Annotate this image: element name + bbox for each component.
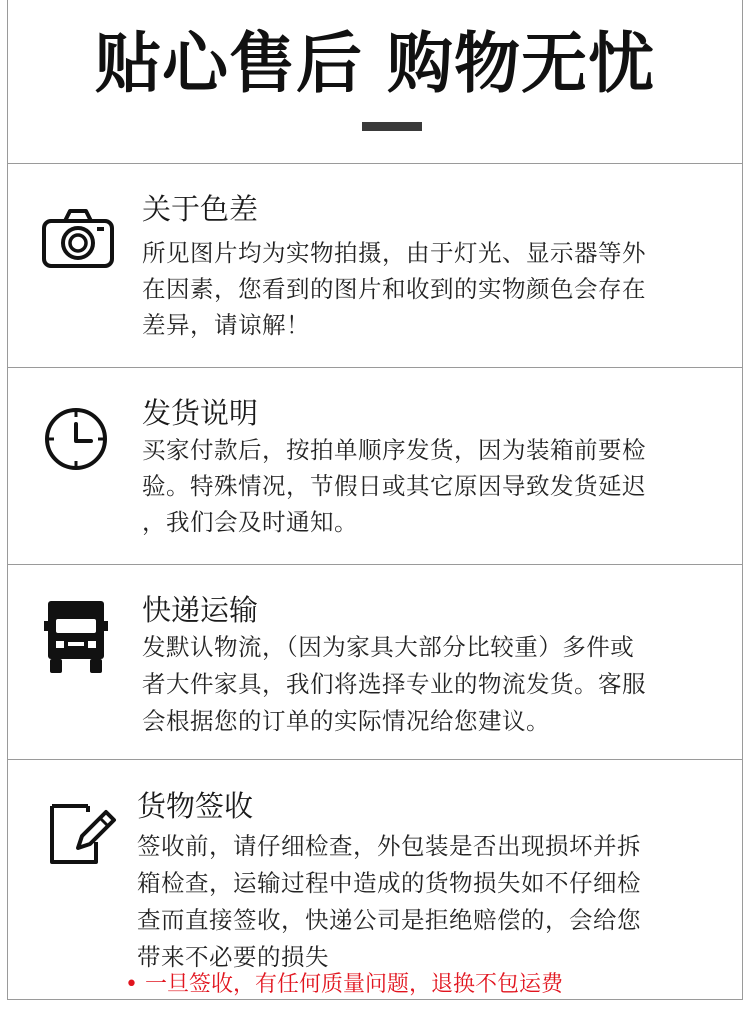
- section-text-line: 发默认物流，（因为家具大部分比较重）多件或: [142, 633, 635, 661]
- section-delivery: [8, 565, 742, 760]
- section-text-line: 在因素，您看到的图片和收到的实物颜色会存在: [142, 275, 646, 303]
- section-text-line: 查而直接签收，快递公司是拒绝赔偿的，会给您: [137, 906, 641, 934]
- section-title: 关于色差: [142, 192, 259, 226]
- clock-icon: [43, 406, 109, 476]
- section-text-line: ，我们会及时通知。: [142, 508, 358, 536]
- header: [8, 0, 742, 164]
- section-text-line: 买家付款后，按拍单顺序发货，因为装箱前要检: [142, 436, 646, 464]
- section-text-line: 所见图片均为实物拍摄，由于灯光、显示器等外: [142, 239, 646, 267]
- section-text-line: 会根据您的订单的实际情况给您建议。: [142, 707, 550, 735]
- section-text-line: 验。特殊情况，节假日或其它原因导致发货延迟: [142, 472, 646, 500]
- section-text-line: 者大件家具，我们将选择专业的物流发货。客服: [142, 670, 646, 698]
- section-text-line: 箱检查，运输过程中造成的货物损失如不仔细检: [137, 869, 641, 897]
- section-text-line: 带来不必要的损失: [137, 943, 329, 971]
- page-frame: [7, 0, 743, 1000]
- section-title: 快递运输: [142, 593, 259, 627]
- section-text-line: 签收前，请仔细检查，外包装是否出现损坏并拆: [137, 832, 641, 860]
- section-text-line: 差异，请谅解！: [142, 311, 310, 339]
- section-color-difference: [8, 163, 742, 368]
- sign-document-icon: [48, 802, 118, 870]
- return-policy-notice: • 一旦签收，有任何质量问题，退换不包运费: [125, 972, 563, 997]
- section-title: 发货说明: [142, 396, 259, 430]
- camera-icon: [41, 207, 115, 273]
- section-receipt: [8, 760, 742, 1000]
- section-title: 货物签收: [137, 789, 254, 823]
- page-title: 贴心售后 购物无忧: [95, 25, 655, 102]
- truck-icon: [44, 601, 108, 679]
- title-underline: [362, 122, 422, 131]
- section-shipping: [8, 368, 742, 565]
